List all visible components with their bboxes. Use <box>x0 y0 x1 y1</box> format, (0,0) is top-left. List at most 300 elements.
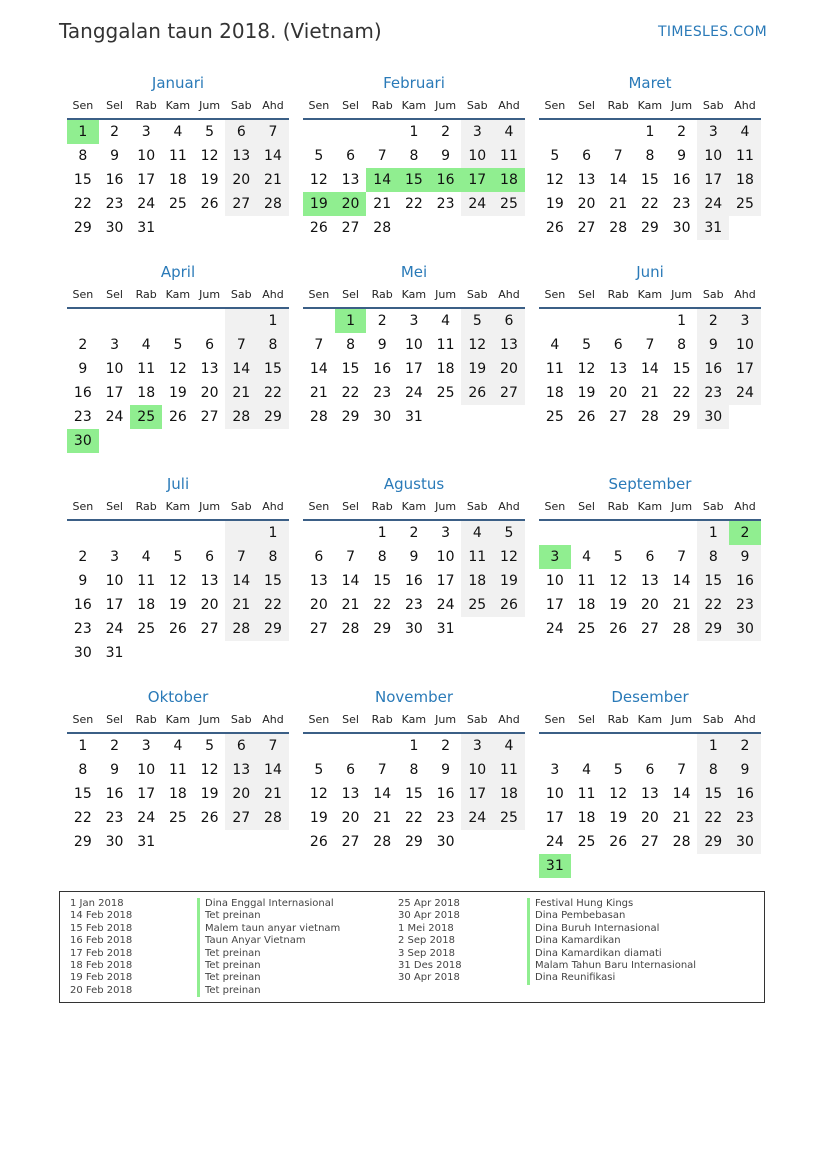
day-cell[interactable]: 25 <box>168 196 187 212</box>
day-cell[interactable]: 31 <box>404 409 423 425</box>
day-cell[interactable]: 1 <box>257 309 289 333</box>
day-cell[interactable]: 9 <box>110 762 119 778</box>
day-cell[interactable]: 25 <box>493 192 525 216</box>
day-cell[interactable]: 4 <box>173 738 183 754</box>
holiday-day[interactable]: 16 <box>430 168 462 192</box>
day-cell[interactable]: 16 <box>73 597 92 613</box>
day-cell[interactable]: 16 <box>729 569 761 593</box>
day-cell[interactable]: 15 <box>257 569 289 593</box>
day-cell[interactable]: 26 <box>577 409 596 425</box>
day-cell[interactable]: 27 <box>493 381 525 405</box>
day-cell[interactable]: 21 <box>257 782 289 806</box>
day-cell[interactable]: 19 <box>545 196 564 212</box>
day-cell[interactable]: 28 <box>609 220 628 236</box>
day-cell[interactable]: 7 <box>377 148 387 164</box>
day-cell[interactable]: 11 <box>493 758 525 782</box>
holiday-day[interactable]: 18 <box>493 168 525 192</box>
day-cell[interactable]: 20 <box>225 782 257 806</box>
day-cell[interactable]: 16 <box>404 573 423 589</box>
day-cell[interactable]: 29 <box>257 405 289 429</box>
day-cell[interactable]: 31 <box>137 220 156 236</box>
day-cell[interactable]: 30 <box>729 830 761 854</box>
day-cell[interactable]: 8 <box>257 545 289 569</box>
day-cell[interactable]: 4 <box>550 337 560 353</box>
day-cell[interactable]: 16 <box>105 172 124 188</box>
day-cell[interactable]: 27 <box>640 834 659 850</box>
day-cell[interactable]: 24 <box>404 385 423 401</box>
day-cell[interactable]: 28 <box>640 409 659 425</box>
day-cell[interactable]: 12 <box>200 148 219 164</box>
holiday-day[interactable]: 15 <box>398 168 430 192</box>
day-cell[interactable]: 22 <box>404 810 423 826</box>
day-cell[interactable]: 28 <box>225 405 257 429</box>
day-cell[interactable]: 18 <box>436 361 455 377</box>
day-cell[interactable]: 16 <box>436 786 455 802</box>
day-cell[interactable]: 23 <box>436 810 455 826</box>
day-cell[interactable]: 9 <box>441 148 451 164</box>
day-cell[interactable]: 19 <box>168 597 187 613</box>
day-cell[interactable]: 10 <box>461 144 493 168</box>
day-cell[interactable]: 3 <box>110 549 119 565</box>
day-cell[interactable]: 10 <box>729 333 761 357</box>
day-cell[interactable]: 8 <box>409 762 419 778</box>
day-cell[interactable]: 6 <box>205 337 215 353</box>
day-cell[interactable]: 26 <box>461 381 493 405</box>
day-cell[interactable]: 19 <box>577 385 596 401</box>
day-cell[interactable]: 2 <box>409 525 419 541</box>
day-cell[interactable]: 15 <box>640 172 659 188</box>
day-cell[interactable]: 23 <box>105 196 124 212</box>
day-cell[interactable]: 9 <box>377 337 387 353</box>
day-cell[interactable]: 26 <box>609 621 628 637</box>
day-cell[interactable]: 3 <box>441 525 451 541</box>
day-cell[interactable]: 27 <box>225 806 257 830</box>
day-cell[interactable]: 10 <box>436 549 455 565</box>
day-cell[interactable]: 14 <box>225 569 257 593</box>
day-cell[interactable]: 8 <box>677 337 687 353</box>
day-cell[interactable]: 5 <box>493 521 525 545</box>
day-cell[interactable]: 4 <box>729 120 761 144</box>
day-cell[interactable]: 26 <box>200 196 219 212</box>
day-cell[interactable]: 2 <box>729 734 761 758</box>
day-cell[interactable]: 13 <box>225 144 257 168</box>
day-cell[interactable]: 18 <box>577 810 596 826</box>
day-cell[interactable]: 31 <box>137 834 156 850</box>
day-cell[interactable]: 14 <box>257 144 289 168</box>
day-cell[interactable]: 17 <box>137 786 156 802</box>
day-cell[interactable]: 30 <box>105 834 124 850</box>
day-cell[interactable]: 22 <box>257 381 289 405</box>
day-cell[interactable]: 4 <box>493 734 525 758</box>
day-cell[interactable]: 22 <box>404 196 423 212</box>
day-cell[interactable]: 7 <box>346 549 355 565</box>
day-cell[interactable]: 19 <box>200 786 219 802</box>
day-cell[interactable]: 29 <box>640 220 659 236</box>
day-cell[interactable]: 23 <box>73 621 92 637</box>
day-cell[interactable]: 1 <box>697 734 729 758</box>
day-cell[interactable]: 20 <box>200 597 219 613</box>
day-cell[interactable]: 4 <box>493 120 525 144</box>
day-cell[interactable]: 17 <box>105 385 124 401</box>
holiday-day[interactable]: 17 <box>461 168 493 192</box>
day-cell[interactable]: 12 <box>168 361 187 377</box>
day-cell[interactable]: 21 <box>309 385 328 401</box>
day-cell[interactable]: 21 <box>257 168 289 192</box>
day-cell[interactable]: 12 <box>577 361 596 377</box>
day-cell[interactable]: 4 <box>461 521 493 545</box>
day-cell[interactable]: 6 <box>613 337 623 353</box>
day-cell[interactable]: 28 <box>257 192 289 216</box>
day-cell[interactable]: 30 <box>729 617 761 641</box>
day-cell[interactable]: 29 <box>672 409 691 425</box>
day-cell[interactable]: 11 <box>137 361 156 377</box>
day-cell[interactable]: 24 <box>461 806 493 830</box>
day-cell[interactable]: 18 <box>545 385 564 401</box>
day-cell[interactable]: 22 <box>373 597 392 613</box>
day-cell[interactable]: 11 <box>577 786 596 802</box>
day-cell[interactable]: 5 <box>461 309 493 333</box>
day-cell[interactable]: 3 <box>461 120 493 144</box>
day-cell[interactable]: 15 <box>672 361 691 377</box>
day-cell[interactable]: 31 <box>697 216 729 240</box>
day-cell[interactable]: 7 <box>613 148 623 164</box>
day-cell[interactable]: 14 <box>640 361 659 377</box>
day-cell[interactable]: 13 <box>200 361 219 377</box>
day-cell[interactable]: 20 <box>225 168 257 192</box>
day-cell[interactable]: 22 <box>73 196 92 212</box>
day-cell[interactable]: 17 <box>436 573 455 589</box>
day-cell[interactable]: 7 <box>677 549 687 565</box>
day-cell[interactable]: 11 <box>168 762 187 778</box>
day-cell[interactable]: 6 <box>346 148 355 164</box>
day-cell[interactable]: 3 <box>461 734 493 758</box>
day-cell[interactable]: 13 <box>609 361 628 377</box>
holiday-day[interactable]: 25 <box>130 405 162 429</box>
day-cell[interactable]: 2 <box>78 337 88 353</box>
day-cell[interactable]: 15 <box>697 782 729 806</box>
day-cell[interactable]: 15 <box>73 172 92 188</box>
day-cell[interactable]: 12 <box>461 333 493 357</box>
day-cell[interactable]: 12 <box>309 786 328 802</box>
day-cell[interactable]: 6 <box>205 549 215 565</box>
day-cell[interactable]: 19 <box>309 810 328 826</box>
day-cell[interactable]: 9 <box>729 758 761 782</box>
day-cell[interactable]: 31 <box>436 621 455 637</box>
day-cell[interactable]: 19 <box>493 569 525 593</box>
day-cell[interactable]: 14 <box>225 357 257 381</box>
day-cell[interactable]: 5 <box>205 738 215 754</box>
day-cell[interactable]: 11 <box>436 337 455 353</box>
day-cell[interactable]: 15 <box>341 361 360 377</box>
day-cell[interactable]: 9 <box>729 545 761 569</box>
day-cell[interactable]: 24 <box>545 621 564 637</box>
day-cell[interactable]: 15 <box>73 786 92 802</box>
day-cell[interactable]: 27 <box>341 220 360 236</box>
day-cell[interactable]: 9 <box>677 148 687 164</box>
day-cell[interactable]: 22 <box>672 385 691 401</box>
day-cell[interactable]: 18 <box>168 786 187 802</box>
day-cell[interactable]: 19 <box>609 597 628 613</box>
day-cell[interactable]: 30 <box>373 409 392 425</box>
day-cell[interactable]: 12 <box>609 786 628 802</box>
day-cell[interactable]: 8 <box>78 762 88 778</box>
day-cell[interactable]: 10 <box>137 148 156 164</box>
day-cell[interactable]: 9 <box>409 549 419 565</box>
day-cell[interactable]: 12 <box>168 573 187 589</box>
day-cell[interactable]: 11 <box>545 361 564 377</box>
day-cell[interactable]: 3 <box>409 313 419 329</box>
day-cell[interactable]: 16 <box>729 782 761 806</box>
day-cell[interactable]: 14 <box>373 786 392 802</box>
day-cell[interactable]: 24 <box>436 597 455 613</box>
day-cell[interactable]: 12 <box>545 172 564 188</box>
day-cell[interactable]: 28 <box>225 617 257 641</box>
day-cell[interactable]: 27 <box>577 220 596 236</box>
day-cell[interactable]: 23 <box>105 810 124 826</box>
day-cell[interactable]: 22 <box>697 593 729 617</box>
day-cell[interactable]: 23 <box>404 597 423 613</box>
day-cell[interactable]: 3 <box>550 762 560 778</box>
day-cell[interactable]: 20 <box>640 597 659 613</box>
day-cell[interactable]: 13 <box>640 786 659 802</box>
day-cell[interactable]: 9 <box>441 762 451 778</box>
day-cell[interactable]: 7 <box>645 337 655 353</box>
day-cell[interactable]: 10 <box>545 786 564 802</box>
day-cell[interactable]: 21 <box>672 810 691 826</box>
day-cell[interactable]: 1 <box>645 124 655 140</box>
day-cell[interactable]: 12 <box>609 573 628 589</box>
day-cell[interactable]: 10 <box>461 758 493 782</box>
day-cell[interactable]: 2 <box>677 124 687 140</box>
day-cell[interactable]: 5 <box>205 124 215 140</box>
day-cell[interactable]: 21 <box>609 196 628 212</box>
day-cell[interactable]: 25 <box>729 192 761 216</box>
day-cell[interactable]: 1 <box>409 738 419 754</box>
day-cell[interactable]: 9 <box>78 361 88 377</box>
day-cell[interactable]: 18 <box>168 172 187 188</box>
day-cell[interactable]: 20 <box>200 385 219 401</box>
day-cell[interactable]: 12 <box>493 545 525 569</box>
day-cell[interactable]: 18 <box>729 168 761 192</box>
day-cell[interactable]: 7 <box>377 762 387 778</box>
day-cell[interactable]: 22 <box>697 806 729 830</box>
day-cell[interactable]: 12 <box>309 172 328 188</box>
day-cell[interactable]: 26 <box>545 220 564 236</box>
day-cell[interactable]: 16 <box>105 786 124 802</box>
day-cell[interactable]: 17 <box>105 597 124 613</box>
day-cell[interactable]: 29 <box>373 621 392 637</box>
day-cell[interactable]: 20 <box>309 597 328 613</box>
day-cell[interactable]: 2 <box>377 313 387 329</box>
day-cell[interactable]: 11 <box>168 148 187 164</box>
day-cell[interactable]: 5 <box>314 762 324 778</box>
holiday-day[interactable]: 3 <box>539 545 571 569</box>
day-cell[interactable]: 8 <box>645 148 655 164</box>
day-cell[interactable]: 17 <box>545 597 564 613</box>
brand-logo-text[interactable]: TIMESLES.COM <box>658 24 767 40</box>
day-cell[interactable]: 25 <box>436 385 455 401</box>
day-cell[interactable]: 20 <box>341 810 360 826</box>
day-cell[interactable]: 1 <box>409 124 419 140</box>
day-cell[interactable]: 21 <box>640 385 659 401</box>
day-cell[interactable]: 28 <box>672 621 691 637</box>
day-cell[interactable]: 9 <box>697 333 729 357</box>
day-cell[interactable]: 28 <box>309 409 328 425</box>
day-cell[interactable]: 27 <box>200 621 219 637</box>
day-cell[interactable]: 4 <box>173 124 183 140</box>
day-cell[interactable]: 8 <box>697 758 729 782</box>
day-cell[interactable]: 7 <box>225 545 257 569</box>
day-cell[interactable]: 13 <box>640 573 659 589</box>
day-cell[interactable]: 1 <box>377 525 387 541</box>
day-cell[interactable]: 26 <box>168 409 187 425</box>
day-cell[interactable]: 29 <box>697 830 729 854</box>
day-cell[interactable]: 29 <box>697 617 729 641</box>
day-cell[interactable]: 5 <box>582 337 591 353</box>
day-cell[interactable]: 27 <box>225 192 257 216</box>
day-cell[interactable]: 5 <box>550 148 560 164</box>
day-cell[interactable]: 25 <box>577 834 596 850</box>
day-cell[interactable]: 11 <box>577 573 596 589</box>
day-cell[interactable]: 22 <box>73 810 92 826</box>
day-cell[interactable]: 6 <box>493 309 525 333</box>
day-cell[interactable]: 25 <box>168 810 187 826</box>
day-cell[interactable]: 23 <box>73 409 92 425</box>
day-cell[interactable]: 7 <box>257 734 289 758</box>
day-cell[interactable]: 14 <box>309 361 328 377</box>
day-cell[interactable]: 27 <box>341 834 360 850</box>
day-cell[interactable]: 19 <box>609 810 628 826</box>
day-cell[interactable]: 18 <box>137 597 156 613</box>
day-cell[interactable]: 21 <box>373 196 392 212</box>
day-cell[interactable]: 4 <box>441 313 451 329</box>
day-cell[interactable]: 23 <box>697 381 729 405</box>
day-cell[interactable]: 21 <box>341 597 360 613</box>
day-cell[interactable]: 17 <box>137 172 156 188</box>
day-cell[interactable]: 21 <box>225 381 257 405</box>
day-cell[interactable]: 25 <box>545 409 564 425</box>
day-cell[interactable]: 28 <box>341 621 360 637</box>
day-cell[interactable]: 31 <box>105 645 124 661</box>
day-cell[interactable]: 6 <box>346 762 355 778</box>
day-cell[interactable]: 12 <box>200 762 219 778</box>
day-cell[interactable]: 24 <box>697 192 729 216</box>
day-cell[interactable]: 19 <box>200 172 219 188</box>
day-cell[interactable]: 30 <box>73 645 92 661</box>
day-cell[interactable]: 23 <box>373 385 392 401</box>
day-cell[interactable]: 1 <box>697 521 729 545</box>
day-cell[interactable]: 26 <box>309 834 328 850</box>
day-cell[interactable]: 23 <box>729 593 761 617</box>
holiday-day[interactable]: 1 <box>335 309 367 333</box>
day-cell[interactable]: 17 <box>404 361 423 377</box>
day-cell[interactable]: 3 <box>141 738 151 754</box>
day-cell[interactable]: 26 <box>168 621 187 637</box>
day-cell[interactable]: 27 <box>309 621 328 637</box>
day-cell[interactable]: 30 <box>697 405 729 429</box>
day-cell[interactable]: 7 <box>225 333 257 357</box>
day-cell[interactable]: 1 <box>677 313 687 329</box>
day-cell[interactable]: 24 <box>729 381 761 405</box>
day-cell[interactable]: 24 <box>105 621 124 637</box>
day-cell[interactable]: 6 <box>225 734 257 758</box>
day-cell[interactable]: 10 <box>697 144 729 168</box>
day-cell[interactable]: 22 <box>257 593 289 617</box>
day-cell[interactable]: 3 <box>697 120 729 144</box>
day-cell[interactable]: 2 <box>441 124 451 140</box>
day-cell[interactable]: 6 <box>645 762 655 778</box>
day-cell[interactable]: 11 <box>137 573 156 589</box>
day-cell[interactable]: 24 <box>137 196 156 212</box>
day-cell[interactable]: 14 <box>609 172 628 188</box>
day-cell[interactable]: 13 <box>577 172 596 188</box>
day-cell[interactable]: 25 <box>137 621 156 637</box>
day-cell[interactable]: 6 <box>225 120 257 144</box>
day-cell[interactable]: 23 <box>436 196 455 212</box>
day-cell[interactable]: 13 <box>341 172 360 188</box>
day-cell[interactable]: 24 <box>137 810 156 826</box>
day-cell[interactable]: 4 <box>582 762 591 778</box>
day-cell[interactable]: 11 <box>461 545 493 569</box>
day-cell[interactable]: 8 <box>78 148 88 164</box>
day-cell[interactable]: 6 <box>582 148 591 164</box>
day-cell[interactable]: 26 <box>309 220 328 236</box>
day-cell[interactable]: 7 <box>257 120 289 144</box>
day-cell[interactable]: 26 <box>609 834 628 850</box>
holiday-day[interactable]: 19 <box>303 192 335 216</box>
day-cell[interactable]: 22 <box>640 196 659 212</box>
day-cell[interactable]: 27 <box>200 409 219 425</box>
day-cell[interactable]: 8 <box>409 148 419 164</box>
day-cell[interactable]: 25 <box>461 593 493 617</box>
day-cell[interactable]: 13 <box>493 333 525 357</box>
day-cell[interactable]: 14 <box>672 573 691 589</box>
day-cell[interactable]: 13 <box>225 758 257 782</box>
day-cell[interactable]: 18 <box>137 385 156 401</box>
day-cell[interactable]: 11 <box>729 144 761 168</box>
day-cell[interactable]: 20 <box>609 385 628 401</box>
day-cell[interactable]: 29 <box>341 409 360 425</box>
day-cell[interactable]: 14 <box>672 786 691 802</box>
day-cell[interactable]: 8 <box>346 337 355 353</box>
holiday-day[interactable]: 2 <box>729 521 761 545</box>
day-cell[interactable]: 3 <box>729 309 761 333</box>
day-cell[interactable]: 18 <box>461 569 493 593</box>
day-cell[interactable]: 5 <box>613 549 623 565</box>
day-cell[interactable]: 30 <box>672 220 691 236</box>
day-cell[interactable]: 17 <box>729 357 761 381</box>
day-cell[interactable]: 16 <box>697 357 729 381</box>
holiday-day[interactable]: 20 <box>335 192 367 216</box>
day-cell[interactable]: 22 <box>341 385 360 401</box>
day-cell[interactable]: 10 <box>404 337 423 353</box>
day-cell[interactable]: 1 <box>257 521 289 545</box>
day-cell[interactable]: 8 <box>257 333 289 357</box>
day-cell[interactable]: 19 <box>168 385 187 401</box>
day-cell[interactable]: 3 <box>110 337 119 353</box>
day-cell[interactable]: 15 <box>404 786 423 802</box>
day-cell[interactable]: 10 <box>105 361 124 377</box>
day-cell[interactable]: 24 <box>105 409 124 425</box>
day-cell[interactable]: 17 <box>461 782 493 806</box>
day-cell[interactable]: 13 <box>309 573 328 589</box>
day-cell[interactable]: 29 <box>404 834 423 850</box>
day-cell[interactable]: 4 <box>141 549 151 565</box>
day-cell[interactable]: 23 <box>672 196 691 212</box>
day-cell[interactable]: 25 <box>577 621 596 637</box>
day-cell[interactable]: 26 <box>493 593 525 617</box>
day-cell[interactable]: 2 <box>697 309 729 333</box>
